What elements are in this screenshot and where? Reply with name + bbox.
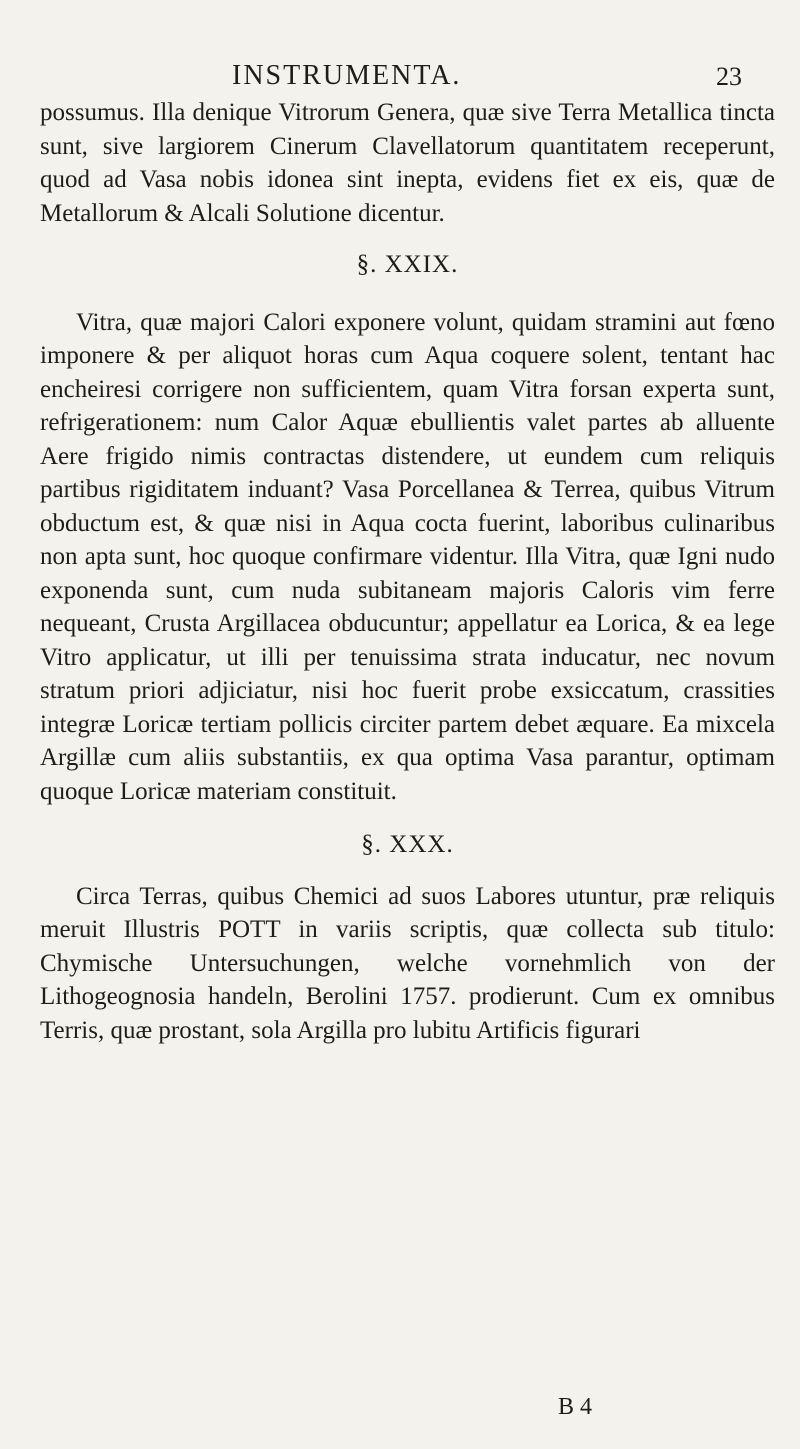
running-title: INSTRUMENTA.	[232, 60, 462, 91]
paragraph-terras: Circa Terras, quibus Chemici ad suos Labores utuntur, præ reliquis meruit Illustris POTT in variis scriptis, quæ collecta sub titulo: Chymische Untersuchungen, welche vornehmlich von der Lithogeognosia handeln, Berolini 1757. prodierunt. Cum ex omnibus Terris, quæ prostant, sola Argilla pro lubitu Artificis figurari	[40, 882, 775, 1044]
paragraph-continuation: possumus. Illa denique Vitrorum Genera, quæ sive Terra Metallica tincta sunt, sive largiorem Cinerum Clavellatorum quantitatem receperunt, quod ad Vasa nobis idonea sint inepta, evidens fiet ex eis, quæ de Metallorum & Alcali Solutione dicentur.	[40, 99, 775, 227]
body-text	[40, 96, 775, 1047]
page-number: 23	[716, 62, 742, 91]
paragraph-vitra: Vitra, quæ majori Calori exponere volunt, quidam stramini aut fœno imponere & per aliquot horas cum Aqua coquere solent, tentant hac encheiresi corrigere non sufficientem, quam Vitra forsan experta sunt, refrigerationem: num Calor Aquæ ebullientis valet partes ab alluente Aere frigido nimis contractas distendere, ut eundem cum reliquis partibus rigiditatem induant? Vasa Porcellanea & Terrea, quibus Vitrum obductum est, & quæ nisi in Aqua cocta fuerint, laboribus culinaribus non apta sunt, hoc quoque confirmare videntur. Illa Vitra, quæ Igni nudo exponenda sunt, cum nuda subitaneam majoris Caloris vim ferre nequeant, Crusta Argillacea obducuntur; appellatur ea Lorica, & ea lege Vitro applicatur, ut illi per tenuissima strata inducatur, nec novum stratum priori adjiciatur, nisi hoc fuerit probe exsiccatum, crassities integræ Loricæ tertiam pollicis circiter partem debet æquare. Ea mixcela Argillæ cum aliis substantiis, ex qua optima Vasa parantur, optimam quoque Loricæ materiam constituit.	[40, 308, 775, 805]
section-heading-xxix: §. XXIX.	[356, 251, 459, 278]
running-head	[0, 60, 800, 94]
signature-mark: B 4	[558, 1394, 593, 1420]
section-heading-xxx: §. XXX.	[361, 831, 454, 858]
